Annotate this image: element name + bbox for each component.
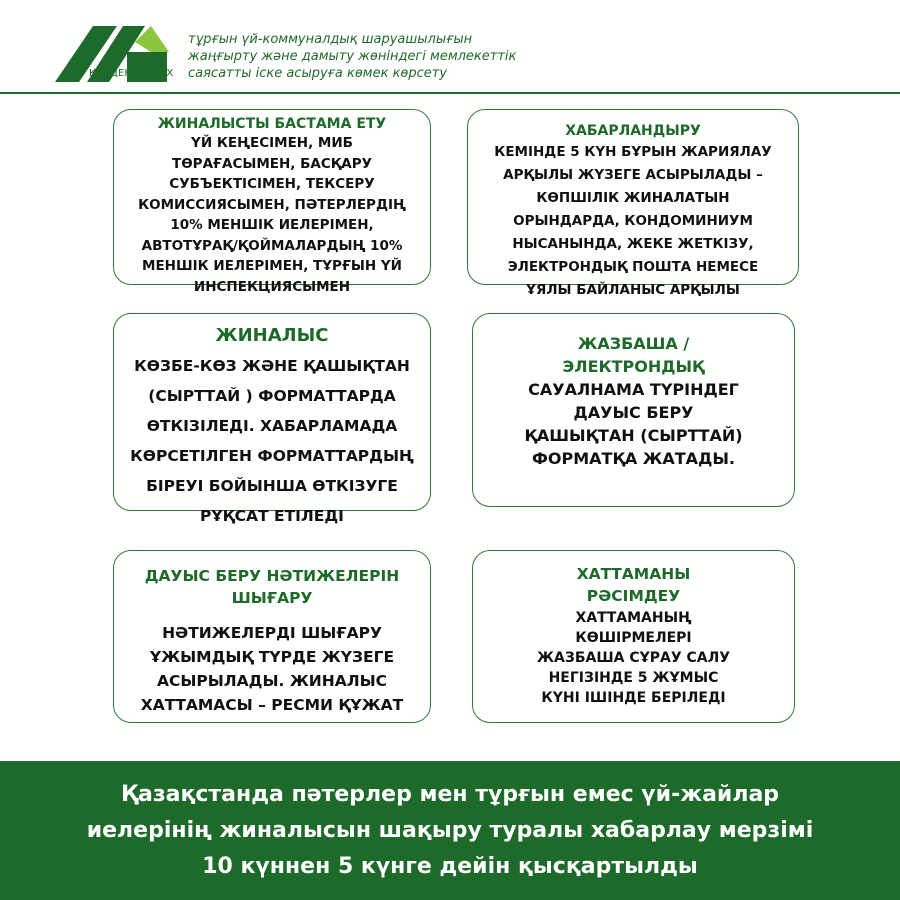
card-body-line: 10% МЕНШІК ИЕЛЕРІМЕН, bbox=[170, 217, 374, 233]
card-body-line: ҚАШЫҚТАН (СЫРТТАЙ) bbox=[524, 426, 743, 445]
card-written-electronic bbox=[472, 313, 795, 507]
card-body-line: МЕНШІК ИЕЛЕРІМЕН, ТҰРҒЫН ҮЙ bbox=[142, 258, 402, 274]
card-title: ХАТТАМАНЫ bbox=[576, 565, 691, 583]
card-title: ДАУЫС БЕРУ НӘТИЖЕЛЕРІН bbox=[144, 567, 400, 585]
card-body-line: ЖАЗБАША СҰРАУ САЛУ bbox=[536, 650, 731, 666]
tagline-line: жаңғырту және дамыту жөніндегі мемлекеттік bbox=[188, 49, 517, 64]
card-body-line: БІРЕУІ БОЙЫНША ӨТКІЗУГЕ bbox=[146, 477, 398, 495]
header bbox=[0, 0, 900, 100]
card-body-line: ХАТТАМАСЫ – РЕСМИ ҚҰЖАТ bbox=[140, 696, 404, 714]
card-body-line: НЕГІЗІНДЕ 5 ЖҰМЫС bbox=[548, 670, 719, 686]
card-body-line: ҮЙ КЕҢЕСІМЕН, МИБ bbox=[191, 135, 353, 151]
logo-text: КАЗЦЕНТР ЖКХ bbox=[89, 68, 174, 79]
card-body-line: САУАЛНАМА ТҮРІНДЕГ bbox=[528, 380, 739, 399]
card-title: ШЫҒАРУ bbox=[231, 589, 313, 607]
header-tagline bbox=[188, 31, 516, 82]
card-initiate-meeting bbox=[113, 109, 431, 295]
tagline-line: тұрғын үй-коммуналдық шаруашылығын bbox=[188, 32, 473, 47]
footer-line: Қазақстанда пәтерлер мен тұрғын емес үй-жайлар bbox=[120, 782, 780, 807]
tagline-line: саясатты іске асыруға көмек көрсету bbox=[188, 66, 448, 81]
card-protocol bbox=[472, 550, 795, 723]
card-body-line: ОРЫНДАРДА, КОНДОМИНИУМ bbox=[513, 213, 753, 229]
card-body-line: КӨЗБЕ-КӨЗ ЖӘНЕ ҚАШЫҚТАН bbox=[134, 357, 410, 375]
card-title: ЭЛЕКТРОНДЫҚ bbox=[562, 357, 705, 376]
card-body-line: СУБЪЕКТІСІМЕН, ТЕКСЕРУ bbox=[169, 176, 375, 192]
card-body-line: КҮНІ ІШІНДЕ БЕРІЛЕДІ bbox=[541, 690, 726, 706]
card-body-line: КӨШІРМЕЛЕРІ bbox=[575, 630, 692, 646]
header-divider bbox=[0, 92, 900, 94]
card-title: ЖАЗБАША / bbox=[577, 334, 690, 353]
card-title: ЖИНАЛЫСТЫ БАСТАМА ЕТУ bbox=[157, 116, 387, 132]
card-notification bbox=[467, 109, 799, 298]
card-body-line: ИНСПЕКЦИЯСЫМЕН bbox=[193, 278, 351, 295]
card-body-line: ӨТКІЗІЛЕДІ. ХАБАРЛАМАДА bbox=[146, 417, 398, 435]
card-body-line: ХАТТАМАНЫҢ bbox=[575, 610, 692, 626]
card-title: РӘСІМДЕУ bbox=[586, 587, 681, 605]
card-body-line: ТӨРАҒАСЫМЕН, БАСҚАРУ bbox=[172, 155, 372, 172]
card-body-line: КӨРСЕТІЛГЕН ФОРМАТТАРДЫҢ bbox=[130, 447, 414, 465]
card-body-line: КЕМІНДЕ 5 КҮН БҰРЫН ЖАРИЯЛАУ bbox=[494, 144, 772, 160]
card-body-line: ҰЯЛЫ БАЙЛАНЫС АРҚЫЛЫ bbox=[526, 282, 740, 298]
card-body-line: КӨПШІЛІК ЖИНАЛАТЫН bbox=[536, 190, 730, 206]
footer-banner bbox=[0, 761, 900, 900]
card-voting-results bbox=[113, 550, 431, 723]
card-body-line: ФОРМАТҚА ЖАТАДЫ. bbox=[532, 449, 735, 468]
card-body-line: НЫСАНЫНДА, ЖЕКЕ ЖЕТКІЗУ, bbox=[512, 236, 754, 252]
footer-line: иелерінің жиналысын шақыру туралы хабарлау мерзімі bbox=[86, 818, 814, 843]
card-body-line: РҰҚСАТ ЕТІЛЕДІ bbox=[200, 507, 344, 525]
card-meeting bbox=[113, 313, 431, 525]
card-body-line: (СЫРТТАЙ ) ФОРМАТТАРДА bbox=[148, 387, 396, 405]
card-title: ЖИНАЛЫС bbox=[215, 325, 329, 346]
card-body-line: АСЫРЫЛАДЫ. ЖИНАЛЫС bbox=[156, 672, 388, 690]
card-body-line: КОМИССИЯСЫМЕН, ПӘТЕРЛЕРДІҢ bbox=[138, 196, 406, 213]
card-body-line: АВТОТҰРАҚ/ҚОЙМАЛАРДЫҢ 10% bbox=[141, 237, 403, 254]
card-body-line: НӘТИЖЕЛЕРДІ ШЫҒАРУ bbox=[162, 624, 382, 642]
card-body-line: АРҚЫЛЫ ЖҮЗЕГЕ АСЫРЫЛАДЫ – bbox=[503, 167, 763, 183]
card-body-line: ЭЛЕКТРОНДЫҚ ПОШТА НЕМЕСЕ bbox=[507, 259, 759, 275]
card-title: ХАБАРЛАНДЫРУ bbox=[565, 123, 701, 139]
footer-line: 10 күннен 5 күнге дейін қысқартылды bbox=[202, 854, 698, 879]
card-body-line: ДАУЫС БЕРУ bbox=[573, 403, 694, 422]
card-body-line: ҰЖЫМДЫҚ ТҮРДЕ ЖҮЗЕГЕ bbox=[149, 648, 395, 666]
